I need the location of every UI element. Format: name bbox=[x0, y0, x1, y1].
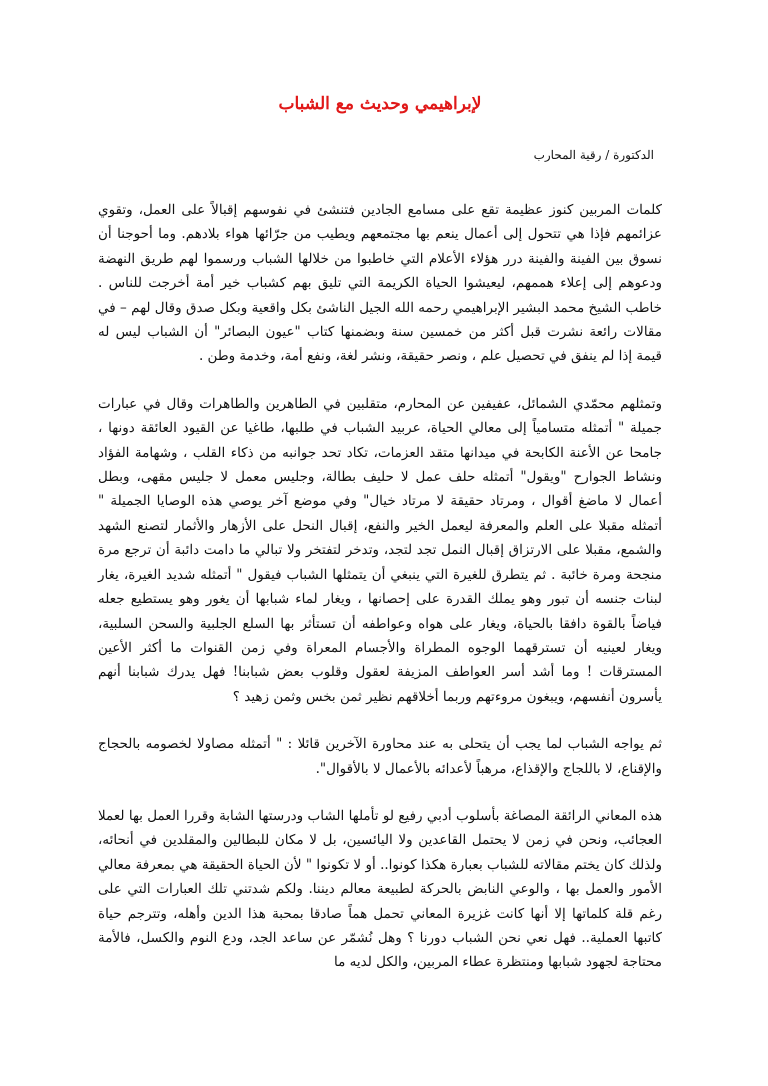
paragraph-intro: كلمات المربين كنوز عظيمة تقع على مسامع الجادين فتنشئ في نفوسهم إقبالاً على العمل، وتقوي عزائمهم فإذا هي تتحول إلى أعمال ينعم بها مجتمعهم ويطيب من جرّائها هواء بلادهم. وما أحوجنا أن نسوق بين الفينة والفينة درر هؤلاء الأعلام التي خاطبوا من خلالها الشباب ورسموا لهم طريق النهضة ودعوهم إلى إعلاء هممهم، ليعيشوا الحياة الكريمة التي تليق بهم كشباب خير أمة أخرجت للناس . خاطب الشيخ محمد البشير الإبراهيمي رحمه الله الجيل الناشئ بكل واقعية وبكل صدق وقال لهم – في مقالات رائعة نشرت قبل أكثر من خمسين سنة وبضمنها كتاب "عيون البصائر" أن الشباب ليس له قيمة إذا لم ينفق في تحصيل علم ، ونصر حقيقة، ونشر لغة، ونفع أمة، وخدمة وطن . bbox=[98, 202, 662, 365]
author-line: الدكتورة / رقية المحارب bbox=[533, 148, 654, 162]
paragraph-conclusion: هذه المعاني الرائقة المصاغة بأسلوب أدبي رفيع لو تأملها الشاب ودرستها الشابة وقررا العمل بها لعملا العجائب، ونحن في زمن لا يحتمل القاعدين ولا اليائسين، بل لا مكان للبطالين والمقلدين في أنحائه، ولذلك كان يختم مقالاته للشباب بعبارة هكذا كونوا.. أو لا تكونوا " لأن الحياة الحقيقة هي بمعرفة معالي الأمور والعمل بها ، والوعي النابض بالحركة لطبيعة معالم ديننا. ولكم شدتني تلك العبارات التي على رغم قلة كلماتها إلا أنها كانت غزيرة المعاني تحمل هماً صادقا بمحبة هذا الدين وأهله، وتترجم حياة كاتبها العملية.. فهل نعي نحن الشباب دورنا ؟ وهل نُشمّر عن ساعد الجد، ودع النوم والكسل، فالأمة محتاجة لجهود شبابها ومنتظرة عطاء المربين، والكل لديه ما bbox=[98, 807, 662, 971]
article-title: لإبراهيمي وحديث مع الشباب bbox=[278, 94, 482, 114]
paragraph-dialogue: ثم يواجه الشباب لما يجب أن يتحلى به عند محاورة الآخرين قائلا : " أتمثله مصاولا لخصومه بالحجاج والإقناع، لا باللجاج والإقذاع، مرهباً لأعدائه بالأعمال لا بالأقوال". bbox=[98, 736, 662, 777]
paragraph-qualities: وتمثلهم محمّدي الشمائل، عفيفين عن المحارم، متقلبين في الطاهرين والطاهرات وقال في عبارات جميلة " أتمثله متسامياً إلى معالي الحياة، عربيد الشباب في طلبها، طاغيا عن القيود العائقة دونها ، جامحا عن الأعنة الكابحة في ميدانها متقد العزمات، تكاد تحد جوانبه من ذكاء القلب ، وشهامة الفؤاد ونشاط الجوارح "ويقول" أتمثله حلف عمل لا حليف بطالة، وجليس معمل لا جليس مقهى، وبطل أعمال لا ماضغ أقوال ، ومرتاد حقيقة لا مرتاد خيال" وفي موضع آخر يوصي هذه الوصايا الجميلة " أتمثله مقبلا على العلم والمعرفة ليعمل الخير والنفع، إقبال النحل على الأزهار والأثمار لتصنع الشهد والشمع، مقبلا على الارتزاق إقبال النمل تجد لتجد، وتدخر لتفتخر ولا تبالي ما دامت دائبة أن ترجع مرة منجحة ومرة خائبة . ثم يتطرق للغيرة التي ينبغي أن يتمثلها الشباب فيقول " أتمثله شديد الغيرة، يغار لبنات جنسه أن تبور وهو يملك القدرة على إحصانها ، ويغار لماء شبابها أن يغور وهو يستطيع جعله فياضاً بالقوة دافقا بالحياة، ويغار على هواه وعواطفه أن تستأثر بها السلع الجلبية والسحن السلبية، ويغار لعينيه أن تسترقهما الوجوه المطراة والأجسام المعراة وفي زمن القنوات ما أكثر الأعين المسترقات ! وما أشد أسر العواطف المزيفة لعقول وقلوب بعض شبابنا! فهل يدرك شبابنا أنهم يأسرون أنفسهم، ويبغون مروءتهم وربما أخلاقهم نظير ثمن بخس وثمن زهيد ؟ bbox=[98, 395, 662, 705]
